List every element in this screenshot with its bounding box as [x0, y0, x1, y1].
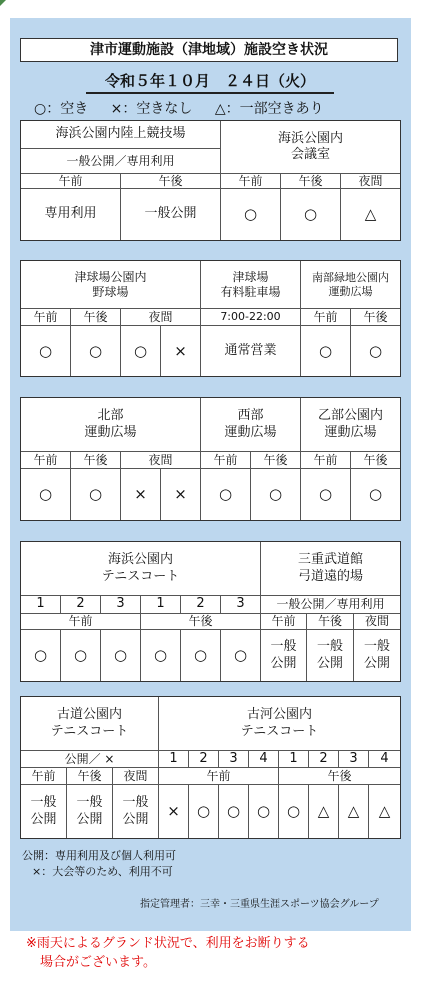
slot-status: 一般 公開 [113, 785, 159, 838]
facility-name: 三重武道館 弓道遠的場 [261, 542, 400, 596]
slot-header: 午後 [141, 614, 261, 630]
facility-name: 北部 運動広場 [21, 398, 201, 452]
facility-usage: 一般公開／専用利用 [21, 149, 221, 174]
court-number: 4 [249, 751, 279, 768]
slot-header: 午前 [21, 614, 141, 630]
slot-header: 夜間 [121, 452, 201, 469]
slot-status: 一般 公開 [21, 785, 67, 838]
legend-partial: △：一部空きあり [214, 101, 324, 117]
page-title: 津市運動施設（津地域）施設空き状況 [20, 38, 398, 62]
slot-status: × [161, 469, 201, 520]
slot-status: 専用利用 [21, 189, 121, 240]
slot-header: 夜間 [341, 174, 400, 189]
section-kaihin-tennis [20, 541, 401, 682]
slot-header: 午後 [71, 452, 121, 469]
slot-status: 一般 公開 [307, 630, 354, 681]
facility-name: 西部 運動広場 [201, 398, 301, 452]
slot-header: 午前 [159, 768, 279, 785]
slot-header: 午後 [351, 452, 400, 469]
slot-header: 午後 [67, 768, 113, 785]
court-number: 3 [339, 751, 369, 768]
slot-header: 午後 [351, 309, 400, 326]
court-number: 2 [181, 596, 221, 614]
section-komichi-furukawa-tennis [20, 696, 401, 839]
slot-header: 7:00-22:00 [201, 309, 301, 326]
facility-name: 津球場 有料駐車場 [201, 261, 301, 309]
slot-status: △ [339, 785, 369, 838]
slot-status: ○ [21, 630, 61, 681]
court-number: 1 [159, 751, 189, 768]
facility-name: 海浜公園内 会議室 [221, 121, 400, 174]
slot-status: ○ [281, 189, 341, 240]
notes [22, 848, 176, 880]
facility-usage: 一般公開／専用利用 [261, 596, 400, 614]
slot-header: 午前 [21, 174, 121, 189]
slot-status: 一般 公開 [261, 630, 307, 681]
slot-header: 夜間 [113, 768, 159, 785]
slot-header: 午後 [121, 174, 221, 189]
facility-name: 南部緑地公園内 運動広場 [301, 261, 400, 309]
court-number: 4 [369, 751, 400, 768]
court-number: 3 [101, 596, 141, 614]
facility-name: 古道公園内 テニスコート [21, 697, 159, 751]
slot-status: ○ [71, 469, 121, 520]
slot-status: ○ [251, 469, 301, 520]
corner-mark [0, 0, 6, 6]
slot-header: 夜間 [121, 309, 201, 326]
slot-status: △ [309, 785, 339, 838]
facility-usage: 公開／ × [21, 751, 159, 768]
slot-status: ○ [189, 785, 219, 838]
slot-header: 午後 [71, 309, 121, 326]
slot-header: 午後 [307, 614, 354, 630]
note-unavailable: ×：大会等のため、利用不可 [32, 865, 173, 878]
slot-header: 午前 [21, 309, 71, 326]
slot-header: 夜間 [354, 614, 400, 630]
slot-status: × [159, 785, 189, 838]
slot-status: ○ [368, 485, 383, 504]
slot-header: 午前 [201, 452, 251, 469]
rain-warning: ※雨天によるグランド状況で、利用をお断りする 場合がございます。 [26, 936, 310, 970]
slot-status: × [121, 469, 161, 520]
legend-vacant: ○：空き [34, 101, 89, 117]
court-number: 2 [61, 596, 101, 614]
court-number: 1 [279, 751, 309, 768]
facility-name: 乙部公園内 運動広場 [301, 398, 400, 452]
facility-name: 古河公園内 テニスコート [159, 697, 400, 751]
slot-status: ○ [121, 326, 161, 376]
slot-status: ○ [221, 189, 281, 240]
designated-manager: 指定管理者：三幸・三重県生涯スポーツ協会グループ [140, 899, 379, 910]
slot-header: 午前 [261, 614, 307, 630]
section-undo-hiroba [20, 397, 401, 521]
slot-status: ○ [101, 630, 141, 681]
court-number: 2 [309, 751, 339, 768]
court-number: 1 [21, 596, 61, 614]
section-tsu-kyujo [20, 260, 401, 377]
court-number: 3 [221, 596, 261, 614]
slot-header: 午後 [281, 174, 341, 189]
note-public: 公開：専用利用及び個人利用可 [22, 849, 176, 862]
slot-status: ○ [219, 785, 249, 838]
slot-status: ○ [301, 326, 351, 376]
slot-status: ○ [21, 469, 71, 520]
slot-status: ○ [61, 630, 101, 681]
slot-status: ○ [181, 630, 221, 681]
facility-name: 津球場公園内 野球場 [21, 261, 201, 309]
court-number: 2 [189, 751, 219, 768]
slot-header: 午前 [301, 452, 351, 469]
court-number: 3 [219, 751, 249, 768]
slot-status: △ [378, 802, 391, 821]
slot-status: 一般 公開 [363, 639, 390, 671]
legend-full: ×：空きなし [110, 101, 193, 117]
slot-status: ○ [201, 469, 251, 520]
slot-status: 通常営業 [201, 326, 301, 376]
slot-header: 午前 [301, 309, 351, 326]
slot-status: ○ [221, 630, 261, 681]
slot-status: ○ [368, 341, 383, 360]
slot-status: ○ [141, 630, 181, 681]
slot-header: 午前 [221, 174, 281, 189]
slot-header: 午後 [251, 452, 301, 469]
section-kaihin-rikujo [20, 120, 401, 241]
slot-header: 午前 [21, 452, 71, 469]
slot-status: ○ [301, 469, 351, 520]
slot-status: 一般 公開 [67, 785, 113, 838]
slot-status: ○ [279, 785, 309, 838]
facility-name: 海浜公園内 テニスコート [21, 542, 261, 596]
slot-status: △ [364, 205, 377, 224]
court-number: 1 [141, 596, 181, 614]
facility-name: 海浜公園内陸上競技場 [21, 121, 221, 149]
status-date: 令和５年１０月 ２４日（火） [86, 71, 334, 94]
slot-status: × [161, 326, 201, 376]
slot-header: 午前 [21, 768, 67, 785]
slot-status: ○ [21, 326, 71, 376]
slot-status: ○ [71, 326, 121, 376]
slot-header: 午後 [279, 768, 400, 785]
slot-status: 一般公開 [121, 189, 221, 240]
slot-status: ○ [249, 785, 279, 838]
legend [34, 100, 384, 118]
